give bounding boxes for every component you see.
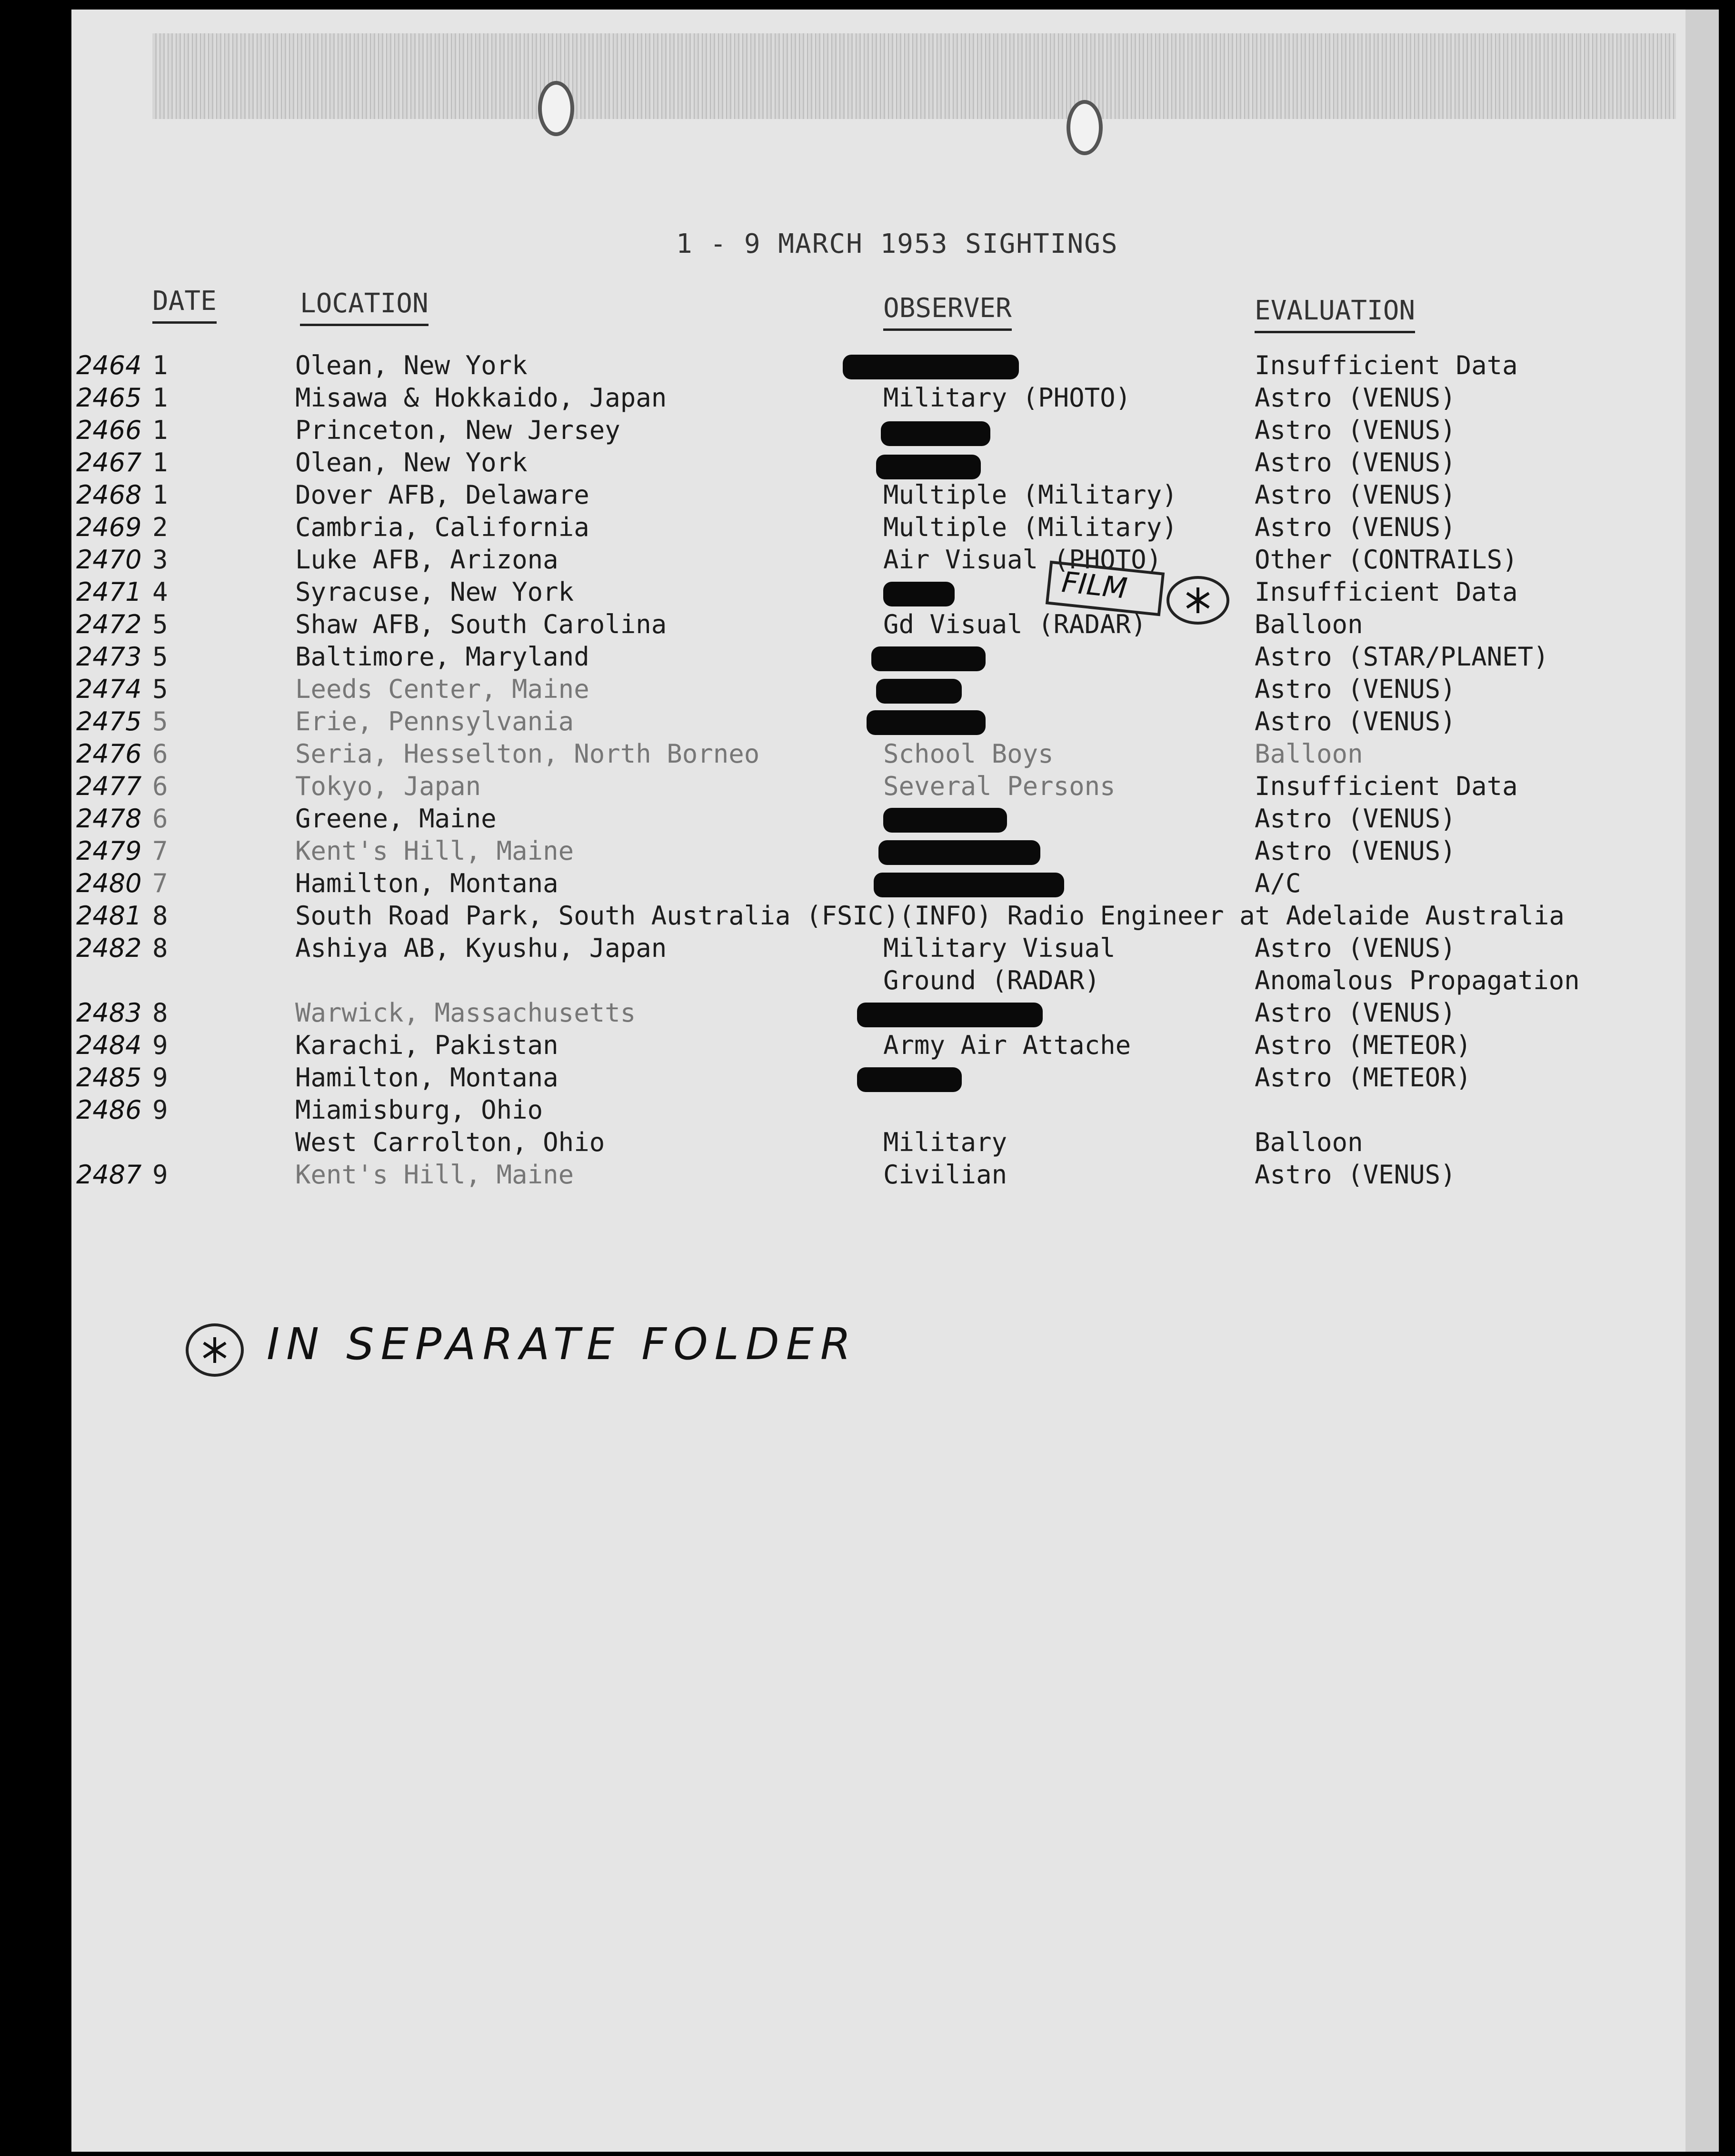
date-cell: 9: [152, 1160, 168, 1190]
redaction-mark: [871, 646, 986, 671]
location-cell: Greene, Maine: [295, 804, 497, 834]
evaluation-cell: Insufficient Data: [1255, 350, 1518, 380]
table-row: [0, 1062, 1647, 1093]
table-row: [0, 415, 1647, 446]
location-cell: Olean, New York: [295, 350, 528, 380]
date-cell: 4: [152, 577, 168, 607]
case-number: 2475: [76, 706, 142, 736]
case-number: 2472: [76, 609, 142, 639]
location-cell: Princeton, New Jersey: [295, 415, 620, 445]
observer-cell: Military: [883, 1127, 1007, 1157]
evaluation-cell: Balloon: [1255, 739, 1363, 769]
date-cell: 9: [152, 1063, 168, 1093]
evaluation-cell: Astro (METEOR): [1255, 1063, 1472, 1093]
location-cell: Hamilton, Montana: [295, 1063, 558, 1093]
case-number: 2486: [76, 1095, 142, 1125]
redaction-mark: [876, 679, 962, 704]
header-location: LOCATION: [300, 288, 429, 326]
case-number: 2481: [76, 901, 142, 931]
evaluation-cell: Astro (VENUS): [1255, 836, 1456, 866]
date-cell: 5: [152, 609, 168, 639]
table-row: [0, 641, 1647, 673]
asterisk-icon: [198, 1333, 231, 1367]
date-cell: 8: [152, 933, 168, 963]
date-cell: 8: [152, 998, 168, 1028]
header-evaluation: EVALUATION: [1255, 295, 1415, 333]
redaction-mark: [876, 455, 981, 479]
case-number: 2485: [76, 1063, 142, 1093]
location-cell: Kent's Hill, Maine: [295, 1160, 574, 1190]
asterisk-icon: [1181, 584, 1215, 617]
case-number: 2468: [76, 480, 142, 510]
case-number: 2473: [76, 642, 142, 672]
evaluation-cell: Anomalous Propagation: [1255, 965, 1580, 995]
observer-cell: Ground (RADAR): [883, 965, 1100, 995]
location-cell: Hamilton, Montana: [295, 868, 558, 898]
evaluation-cell: Astro (VENUS): [1255, 383, 1456, 413]
date-cell: 6: [152, 771, 168, 801]
evaluation-cell: A/C: [1255, 868, 1301, 898]
table-row: [0, 1094, 1647, 1126]
observer-cell: Civilian: [883, 1160, 1007, 1190]
table-row: [0, 771, 1647, 802]
location-cell: Ashiya AB, Kyushu, Japan: [295, 933, 667, 963]
observer-cell: Several Persons: [883, 771, 1116, 801]
case-number: 2469: [76, 512, 142, 542]
case-number: 2464: [76, 350, 142, 380]
page-edge: [1685, 10, 1719, 2152]
case-number: 2484: [76, 1030, 142, 1060]
table-row: [0, 803, 1647, 835]
evaluation-cell: Astro (METEOR): [1255, 1030, 1472, 1060]
observer-cell: Multiple (Military): [883, 512, 1177, 542]
redaction-mark: [843, 355, 1019, 379]
location-cell: Warwick, Massachusetts: [295, 998, 636, 1028]
observer-cell: School Boys: [883, 739, 1054, 769]
evaluation-cell: Other (CONTRAILS): [1255, 545, 1518, 575]
evaluation-cell: Astro (STAR/PLANET): [1255, 642, 1549, 672]
location-cell: Seria, Hesselton, North Borneo: [295, 739, 760, 769]
date-cell: 1: [152, 415, 168, 445]
location-cell: Kent's Hill, Maine: [295, 836, 574, 866]
evaluation-cell: Astro (VENUS): [1255, 512, 1456, 542]
redaction-mark: [874, 873, 1064, 897]
table-row: [0, 738, 1647, 770]
asterisk-circle-icon: [186, 1323, 244, 1377]
case-number: 2478: [76, 804, 142, 834]
table-row: [0, 997, 1647, 1029]
location-cell: Baltimore, Maryland: [295, 642, 589, 672]
date-cell: 6: [152, 739, 168, 769]
location-cell: Leeds Center, Maine: [295, 674, 589, 704]
table-row: [0, 1127, 1647, 1158]
case-number: 2471: [76, 577, 142, 607]
evaluation-cell: Balloon: [1255, 1127, 1363, 1157]
date-cell: 7: [152, 836, 168, 866]
observer-cell: Military Visual: [883, 933, 1116, 963]
location-cell: Dover AFB, Delaware: [295, 480, 589, 510]
redaction-mark: [878, 840, 1040, 865]
date-cell: 2: [152, 512, 168, 542]
table-row: [0, 479, 1647, 511]
location-cell: Karachi, Pakistan: [295, 1030, 558, 1060]
evaluation-cell: Astro (VENUS): [1255, 804, 1456, 834]
redaction-mark: [883, 808, 1007, 833]
date-cell: 9: [152, 1030, 168, 1060]
header-date: DATE: [152, 286, 217, 324]
table-row: [0, 382, 1647, 414]
header-observer: OBSERVER: [883, 293, 1012, 331]
date-cell: 1: [152, 350, 168, 380]
redaction-mark: [857, 1067, 962, 1092]
date-cell: 1: [152, 447, 168, 477]
table-row: [0, 544, 1647, 576]
location-cell: Misawa & Hokkaido, Japan: [295, 383, 667, 413]
table-row: [0, 868, 1647, 899]
date-cell: 5: [152, 642, 168, 672]
evaluation-cell: Astro (VENUS): [1255, 674, 1456, 704]
redaction-mark: [881, 421, 990, 446]
case-number: 2467: [76, 447, 142, 477]
table-row: [0, 674, 1647, 705]
evaluation-cell: Astro (VENUS): [1255, 706, 1456, 736]
case-number: 2480: [76, 868, 142, 898]
table-row: [0, 933, 1647, 964]
document-title: 1 - 9 MARCH 1953 SIGHTINGS: [676, 229, 1118, 259]
location-cell: Cambria, California: [295, 512, 589, 542]
location-cell: Tokyo, Japan: [295, 771, 481, 801]
case-number: 2470: [76, 545, 142, 575]
date-cell: 1: [152, 480, 168, 510]
observer-cell: Air Visual (PHOTO): [883, 545, 1162, 575]
location-cell: Erie, Pennsylvania: [295, 706, 574, 736]
redaction-mark: [857, 1003, 1043, 1027]
location-cell: South Road Park, South Australia (FSIC)(INFO) Radio Engineer at Adelaide Australia: [295, 901, 1565, 931]
location-cell: Syracuse, New York: [295, 577, 574, 607]
table-row: [0, 512, 1647, 543]
evaluation-cell: Astro (VENUS): [1255, 447, 1456, 477]
case-number: 2483: [76, 998, 142, 1028]
evaluation-cell: Astro (VENUS): [1255, 480, 1456, 510]
case-number: 2482: [76, 933, 142, 963]
case-number: 2474: [76, 674, 142, 704]
date-cell: 5: [152, 706, 168, 736]
evaluation-cell: Insufficient Data: [1255, 771, 1518, 801]
evaluation-cell: Astro (VENUS): [1255, 933, 1456, 963]
evaluation-cell: Insufficient Data: [1255, 577, 1518, 607]
date-cell: 7: [152, 868, 168, 898]
redaction-mark: [883, 582, 955, 606]
date-cell: 5: [152, 674, 168, 704]
footnote-annotation: IN SEPARATE FOLDER: [267, 1319, 858, 1370]
evaluation-cell: Balloon: [1255, 609, 1363, 639]
scan-header-strip: [152, 33, 1676, 119]
date-cell: 9: [152, 1095, 168, 1125]
case-number: 2476: [76, 739, 142, 769]
table-row: [0, 447, 1647, 478]
location-cell: Shaw AFB, South Carolina: [295, 609, 667, 639]
table-row: [0, 576, 1647, 608]
table-row: [0, 350, 1647, 381]
date-cell: 8: [152, 901, 168, 931]
location-cell: West Carrolton, Ohio: [295, 1127, 605, 1157]
table-row: [0, 965, 1647, 996]
asterisk-circle-icon: [1167, 576, 1229, 625]
date-cell: 6: [152, 804, 168, 834]
observer-cell: Military (PHOTO): [883, 383, 1131, 413]
table-row: [0, 900, 1647, 932]
observer-cell: Gd Visual (RADAR): [883, 609, 1147, 639]
location-cell: Olean, New York: [295, 447, 528, 477]
case-number: 2465: [76, 383, 142, 413]
case-number: 2487: [76, 1160, 142, 1190]
punch-hole: [538, 81, 574, 136]
table-row: [0, 1030, 1647, 1061]
table-row: [0, 609, 1647, 640]
observer-cell: Multiple (Military): [883, 480, 1177, 510]
case-number: 2477: [76, 771, 142, 801]
table-row: [0, 835, 1647, 867]
date-cell: 1: [152, 383, 168, 413]
case-number: 2466: [76, 415, 142, 445]
evaluation-cell: Astro (VENUS): [1255, 415, 1456, 445]
redaction-mark: [867, 710, 986, 735]
case-number: 2479: [76, 836, 142, 866]
location-cell: Miamisburg, Ohio: [295, 1095, 543, 1125]
evaluation-cell: Astro (VENUS): [1255, 998, 1456, 1028]
location-cell: Luke AFB, Arizona: [295, 545, 558, 575]
observer-cell: Army Air Attache: [883, 1030, 1131, 1060]
date-cell: 3: [152, 545, 168, 575]
evaluation-cell: Astro (VENUS): [1255, 1160, 1456, 1190]
punch-hole: [1067, 100, 1103, 155]
table-row: [0, 706, 1647, 737]
film-annotation: FILM: [1060, 566, 1129, 606]
table-row: [0, 1159, 1647, 1191]
